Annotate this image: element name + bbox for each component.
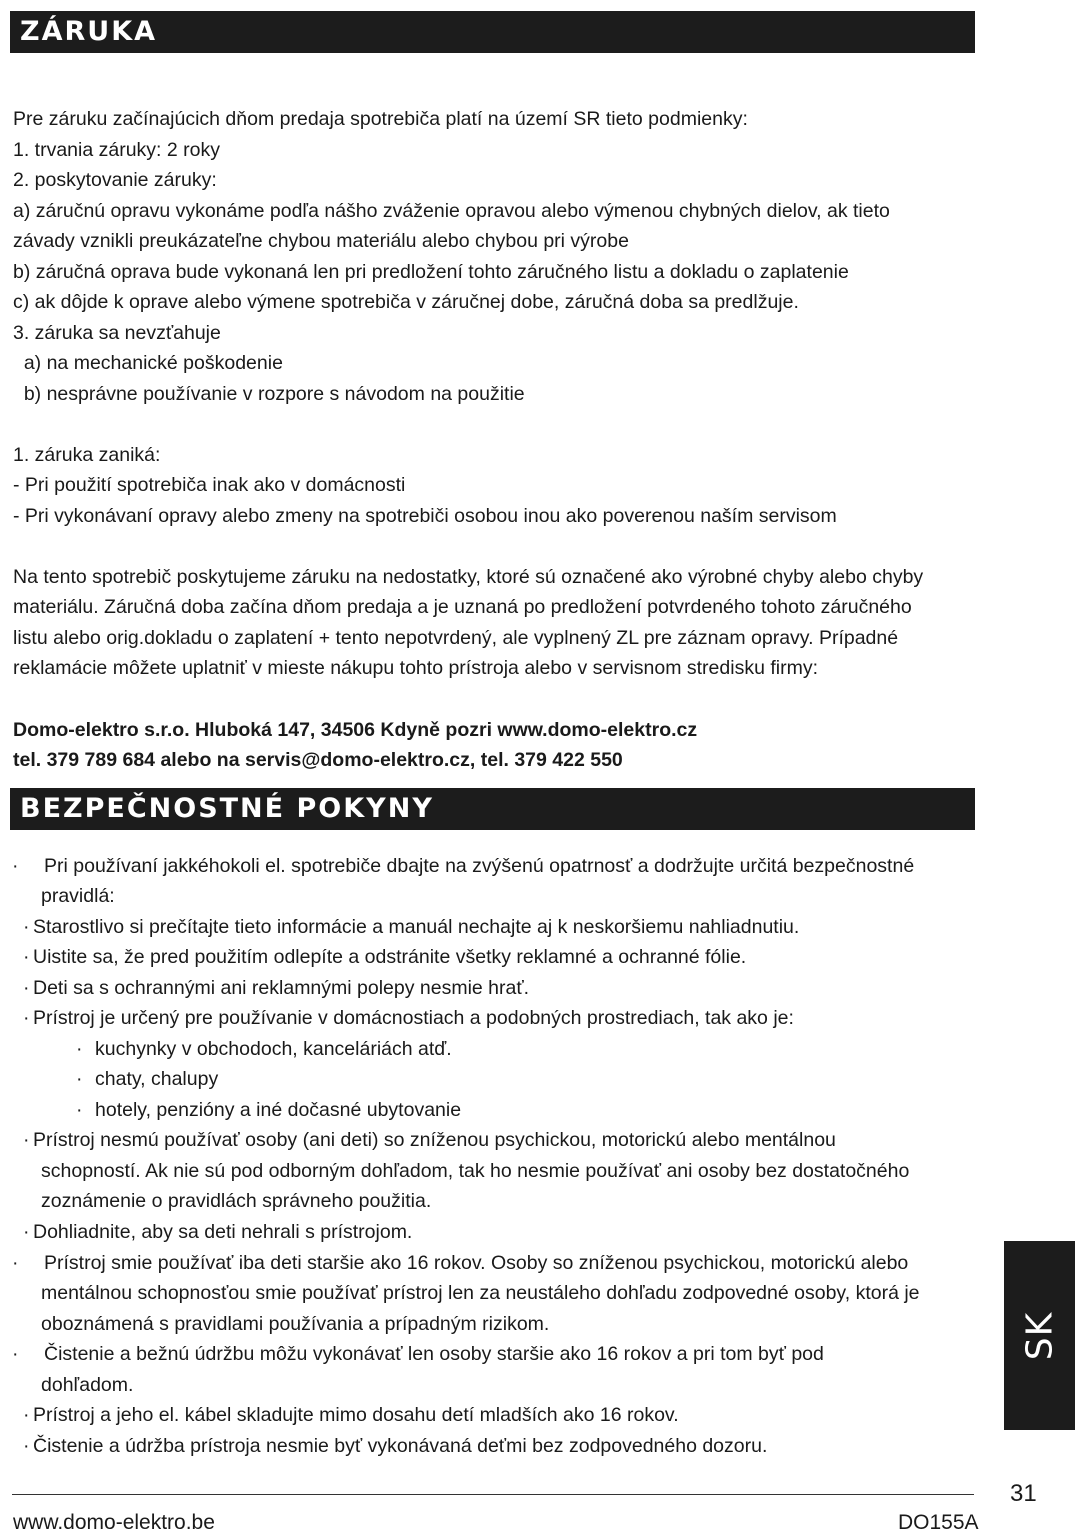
safety-item-cont: oboznámená s pravidlami používania a prípadným rizikom.	[41, 1313, 550, 1335]
bullet-icon: ·	[23, 946, 30, 968]
language-tab-label: SK	[1019, 1311, 1060, 1360]
bullet-icon: ·	[23, 977, 30, 999]
warranty-expiry: 1. záruka zaniká:	[13, 444, 161, 466]
bullet-icon: ·	[23, 1404, 30, 1426]
safety-item: Deti sa s ochrannými ani reklamnými polepy nesmie hrať.	[33, 977, 530, 999]
bullet-icon: ·	[23, 916, 30, 938]
warranty-exclusion-a: a) na mechanické poškodenie	[13, 352, 283, 374]
bullet-icon: ·	[76, 1099, 83, 1121]
warranty-intro: Pre záruku začínajúcich dňom predaja spotrebiča platí na území SR tieto podmienky:	[13, 108, 748, 130]
bullet-icon: ·	[76, 1038, 83, 1060]
language-tab	[1004, 1241, 1075, 1430]
safety-item: Čistenie a údržba prístroja nesmie byť vykonávaná deťmi bez zodpovedného dozoru.	[33, 1435, 768, 1457]
bullet-icon: ·	[23, 1221, 30, 1243]
footer-website: www.domo-elektro.be	[13, 1511, 215, 1534]
safety-item: Dohliadnite, aby sa deti nehrali s prístrojom.	[33, 1221, 413, 1243]
warranty-paragraph-line: listu alebo orig.dokladu o zaplatení + tento nepotvrdený, ale vyplnený ZL pre záznam opravy. Prípadné	[13, 627, 899, 649]
bullet-icon: ·	[12, 855, 19, 877]
safety-item: Pri používaní jakkéhokoli el. spotrebiče dbajte na zvýšenú opatrnosť a dodržujte určitá bezpečnostné	[44, 855, 915, 877]
bullet-icon: ·	[12, 1252, 19, 1274]
safety-item: Prístroj nesmú používať osoby (ani deti) so zníženou psychickou, motorickú alebo mentálnou	[33, 1129, 836, 1151]
warranty-paragraph-line: reklamácie môžete uplatniť v mieste nákupu tohto prístroja alebo v servisnom stredisku firmy:	[13, 657, 818, 679]
contact-address: Domo-elektro s.r.o. Hluboká 147, 34506 Kdyně pozri www.domo-elektro.cz	[13, 719, 698, 741]
footer-divider	[12, 1494, 974, 1495]
safety-item: Starostlivo si prečítajte tieto informácie a manuál nechajte aj k neskoršiemu nahliadnutiu.	[33, 916, 800, 938]
safety-subitem: chaty, chalupy	[95, 1068, 219, 1090]
warranty-provision: 2. poskytovanie záruky:	[13, 169, 217, 191]
safety-item-cont: schopností. Ak nie sú pod odborným dohľadom, tak ho nesmie používať ani osoby bez dostatočného	[41, 1160, 910, 1182]
bullet-icon: ·	[23, 1435, 30, 1457]
warranty-item-a: a) záručnú opravu vykonáme podľa nášho zváženie opravou alebo výmenou chybných dielov, ak tieto	[13, 200, 890, 222]
contact-phone-email: tel. 379 789 684 alebo na servis@domo-elektro.cz, tel. 379 422 550	[13, 749, 623, 771]
warranty-item-a-cont: závady vznikli preukázateľne chybou materiálu alebo chybou pri výrobe	[13, 230, 629, 252]
page-number: 31	[1010, 1480, 1037, 1507]
safety-item: Uistite sa, že pred použitím odlepíte a odstránite všetky reklamné a ochranné fólie.	[33, 946, 747, 968]
bullet-icon: ·	[76, 1068, 83, 1090]
safety-subitem: kuchynky v obchodoch, kanceláriách atď.	[95, 1038, 452, 1060]
warranty-item-c: c) ak dôjde k oprave alebo výmene spotrebiča v záručnej dobe, záručná doba sa predlžuje.	[13, 291, 799, 313]
warranty-expiry-1: - Pri použití spotrebiča inak ako v domácnosti	[13, 474, 406, 496]
safety-item: Čistenie a bežnú údržbu môžu vykonávať len osoby staršie ako 16 rokov a pri tom byť pod	[44, 1343, 824, 1365]
safety-item: Prístroj smie používať iba deti staršie ako 16 rokov. Osoby so zníženou psychickou, motorickú alebo	[44, 1252, 909, 1274]
footer-model: DO155A	[898, 1511, 979, 1534]
bullet-icon: ·	[23, 1007, 30, 1029]
safety-item-cont: dohľadom.	[41, 1374, 134, 1396]
safety-item: Prístroj a jeho el. kábel skladujte mimo dosahu detí mladších ako 16 rokov.	[33, 1404, 679, 1426]
warranty-exclusion-b: b) nesprávne používanie v rozpore s návodom na použitie	[13, 383, 525, 405]
safety-item: Prístroj je určený pre používanie v domácnostiach a podobných prostrediach, tak ako je:	[33, 1007, 794, 1029]
warranty-paragraph-line: Na tento spotrebič poskytujeme záruku na nedostatky, ktoré sú označené ako výrobné chyby alebo chyby	[13, 566, 924, 588]
bullet-icon: ·	[12, 1343, 19, 1365]
bullet-icon: ·	[23, 1129, 30, 1151]
warranty-exclusions: 3. záruka sa nevzťahuje	[13, 322, 221, 344]
safety-item-cont: mentálnou schopnosťou smie používať prístroj len za neustáleho dohľadu zodpovedné osoby, ktorá je	[41, 1282, 920, 1304]
warranty-duration: 1. trvania záruky: 2 roky	[13, 139, 220, 161]
warranty-paragraph-line: materiálu. Záručná doba začína dňom predaja a je uznaná po predložení potvrdeného tohoto záručného	[13, 596, 912, 618]
warranty-item-b: b) záručná oprava bude vykonaná len pri predložení tohto záručného listu a dokladu o zaplatenie	[13, 261, 849, 283]
safety-item-cont: zoznámenie o pravidlách správneho použitia.	[41, 1190, 432, 1212]
warranty-heading: ZÁRUKA	[10, 11, 975, 53]
safety-item-cont: pravidlá:	[41, 885, 115, 907]
safety-subitem: hotely, penzióny a iné dočasné ubytovanie	[95, 1099, 462, 1121]
warranty-expiry-2: - Pri vykonávaní opravy alebo zmeny na spotrebiči osobou inou ako poverenou naším servisom	[13, 505, 837, 527]
safety-heading: BEZPEČNOSTNÉ POKYNY	[10, 788, 975, 830]
